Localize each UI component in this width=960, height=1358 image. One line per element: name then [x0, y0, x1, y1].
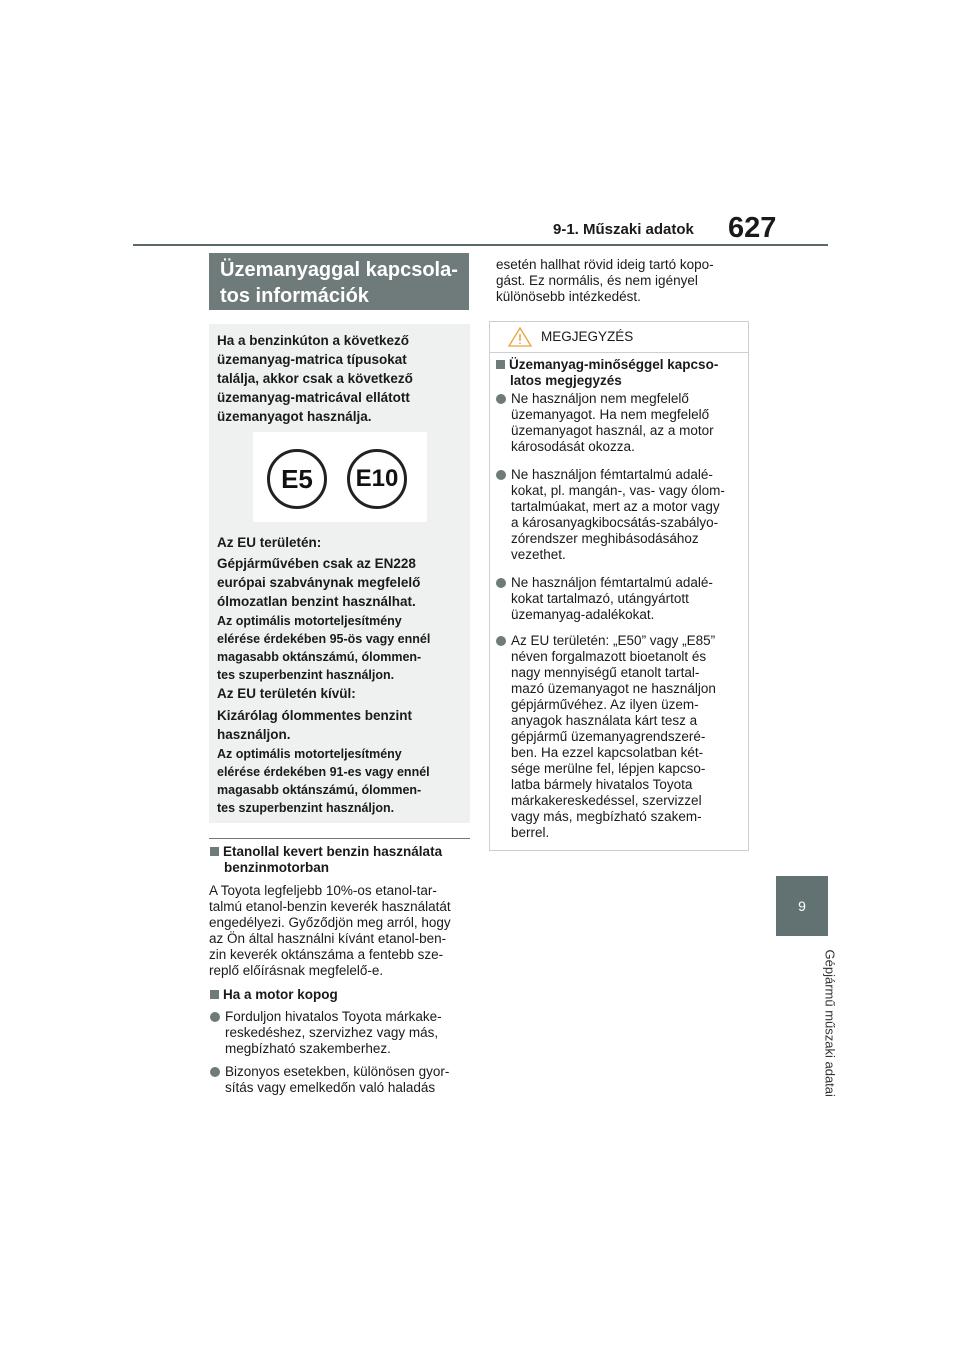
- text-line: talmú etanol-benzin keverék használatát: [209, 899, 451, 914]
- text-line: üzemanyag-matricával ellátott: [217, 390, 410, 405]
- note-title: MEGJEGYZÉS: [541, 329, 634, 344]
- text-line: Forduljon hivatalos Toyota márkake-: [225, 1009, 442, 1024]
- text-line: európai szabványnak megfelelő: [217, 575, 421, 590]
- text-line: zórendszer meghibásodásához: [511, 531, 699, 546]
- text-line: Ha a benzinkúton a következő: [217, 333, 410, 348]
- text-line: üzemanyagot használja.: [217, 409, 372, 424]
- text-line: esetén hallhat rövid ideig tartó kopo-: [496, 257, 714, 272]
- text-line: Az optimális motorteljesítmény: [217, 747, 402, 761]
- text-line: anyagok használata kárt tesz a: [511, 713, 698, 728]
- bullet-dot-icon: [210, 1067, 220, 1077]
- text-line: nagy mennyiségű etanolt tartal-: [511, 665, 700, 680]
- note-header-rule: [490, 352, 748, 353]
- text-line: sítás vagy emelkedőn való haladás: [225, 1080, 436, 1095]
- bullet-dot-icon: [496, 394, 506, 404]
- chapter-number: 9: [798, 898, 806, 914]
- text-line: gást. Ez normális, és nem igényel: [496, 273, 698, 288]
- page-number: 627: [728, 212, 777, 244]
- non-eu-text: [217, 706, 462, 744]
- text-line: ólmozatlan benzint használhat.: [217, 594, 416, 609]
- e5-fuel-label: E5: [267, 449, 327, 509]
- text-line: Üzemanyag-minőséggel kapcso-: [509, 357, 719, 372]
- text-line: sége merülne fel, lépjen kapcso-: [511, 761, 706, 776]
- text-line: Ha a motor kopog: [223, 987, 338, 1002]
- continuation-text: [496, 257, 746, 305]
- text-line: az Ön által használni kívánt etanol-ben-: [209, 931, 447, 946]
- text-line: üzemanyagot. Ha nem megfelelő: [511, 407, 710, 422]
- section-title: [209, 253, 469, 310]
- text-line: Ne használjon nem megfelelő: [511, 391, 689, 406]
- non-eu-heading: Az EU területén kívül:: [217, 686, 356, 701]
- text-line: Ne használjon fémtartalmú adalé-: [511, 467, 713, 482]
- square-bullet-icon: [210, 990, 219, 999]
- text-line: A Toyota legfeljebb 10%-os etanol-tar-: [209, 883, 437, 898]
- text-line: latos megjegyzés: [510, 373, 622, 388]
- info-intro: [217, 331, 462, 426]
- text-line: reskedéshez, szervizhez vagy más,: [225, 1025, 439, 1040]
- text-line: elérése érdekében 95-ös vagy ennél: [217, 632, 431, 646]
- chapter-label: Gépjármű műszaki adatai: [822, 949, 838, 1097]
- eu-heading: Az EU területén:: [217, 535, 322, 550]
- text-line: Az optimális motorteljesítmény: [217, 614, 402, 628]
- note-heading: [496, 357, 746, 389]
- text-line: engedélyezi. Győződjön meg arról, hogy: [209, 915, 451, 930]
- section-title-line: tos információk: [220, 285, 369, 307]
- ethanol-text: [209, 883, 471, 979]
- text-line: Etanollal kevert benzin használata: [223, 844, 443, 859]
- text-line: vagy más, megbízható szakem-: [511, 809, 702, 824]
- text-line: megbízható szakemberhez.: [225, 1041, 391, 1056]
- section-header: 9-1. Műszaki adatok: [553, 221, 694, 238]
- text-line: elérése érdekében 91-es vagy ennél: [217, 765, 430, 779]
- e10-fuel-label: E10: [347, 449, 407, 509]
- bullet-dot-icon: [496, 578, 506, 588]
- text-line: magasabb oktánszámú, ólommen-: [217, 783, 422, 797]
- text-line: gépjármű üzemanyagrendszeré-: [511, 729, 706, 744]
- text-line: gépjárművéhez. Az ilyen üzem-: [511, 697, 699, 712]
- text-line: márkakereskedéssel, szervizzel: [511, 793, 702, 808]
- text-line: üzemanyag-adalékokat.: [511, 607, 655, 622]
- bullet-dot-icon: [210, 1012, 220, 1022]
- text-line: ben. Ha ezzel kapcsolatban két-: [511, 745, 704, 760]
- text-line: latba bármely hivatalos Toyota: [511, 777, 693, 792]
- eu-text: [217, 554, 462, 611]
- text-line: berrel.: [511, 825, 550, 840]
- header-rule: [133, 244, 828, 246]
- text-line: üzemanyag-matrica típusokat: [217, 352, 407, 367]
- warning-triangle-icon: [507, 326, 533, 348]
- text-line: tes szuperbenzint használjon.: [217, 801, 395, 815]
- fuel-label-panel: [253, 432, 427, 522]
- text-line: néven forgalmazott bioetanolt és: [511, 649, 707, 664]
- section-title-line: Üzemanyaggal kapcsola-: [220, 259, 458, 281]
- text-line: Kizárólag ólommentes benzint: [217, 708, 413, 723]
- text-line: kokat tartalmazó, utángyártott: [511, 591, 689, 606]
- eu-note: [217, 612, 462, 684]
- text-line: Bizonyos esetekben, különösen gyor-: [225, 1064, 450, 1079]
- text-line: károsodását okozza.: [511, 439, 635, 454]
- text-line: találja, akkor csak a következő: [217, 371, 413, 386]
- text-line: tartalmúakat, mert az a motor vagy: [511, 499, 720, 514]
- text-line: kokat, pl. mangán-, vas- vagy ólom-: [511, 483, 725, 498]
- non-eu-note: [217, 745, 462, 817]
- text-line: replő előírásnak megfelelő-e.: [209, 963, 384, 978]
- text-line: üzemanyagot használ, az a motor: [511, 423, 714, 438]
- ethanol-heading: [210, 844, 470, 876]
- text-line: használjon.: [217, 727, 291, 742]
- text-line: magasabb oktánszámú, ólommen-: [217, 650, 422, 664]
- knock-heading: [210, 987, 470, 1003]
- chapter-tab[interactable]: [776, 876, 828, 936]
- text-line: Gépjárművében csak az EN228: [217, 556, 416, 571]
- bullet-dot-icon: [496, 470, 506, 480]
- text-line: vezethet.: [511, 547, 566, 562]
- square-bullet-icon: [210, 847, 219, 856]
- separator: [209, 838, 470, 839]
- text-line: különösebb intézkedést.: [496, 289, 641, 304]
- text-line: a károsanyagkibocsátás-szabályo-: [511, 515, 719, 530]
- square-bullet-icon: [496, 360, 505, 369]
- text-line: benzinmotorban: [224, 860, 329, 875]
- text-line: tes szuperbenzint használjon.: [217, 668, 395, 682]
- text-line: Ne használjon fémtartalmú adalé-: [511, 575, 713, 590]
- text-line: zin keverék oktánszáma a fentebb sze-: [209, 947, 444, 962]
- text-line: mazó üzemanyagot ne használjon: [511, 681, 716, 696]
- text-line: Az EU területén: „E50” vagy „E85”: [511, 633, 716, 648]
- bullet-dot-icon: [496, 636, 506, 646]
